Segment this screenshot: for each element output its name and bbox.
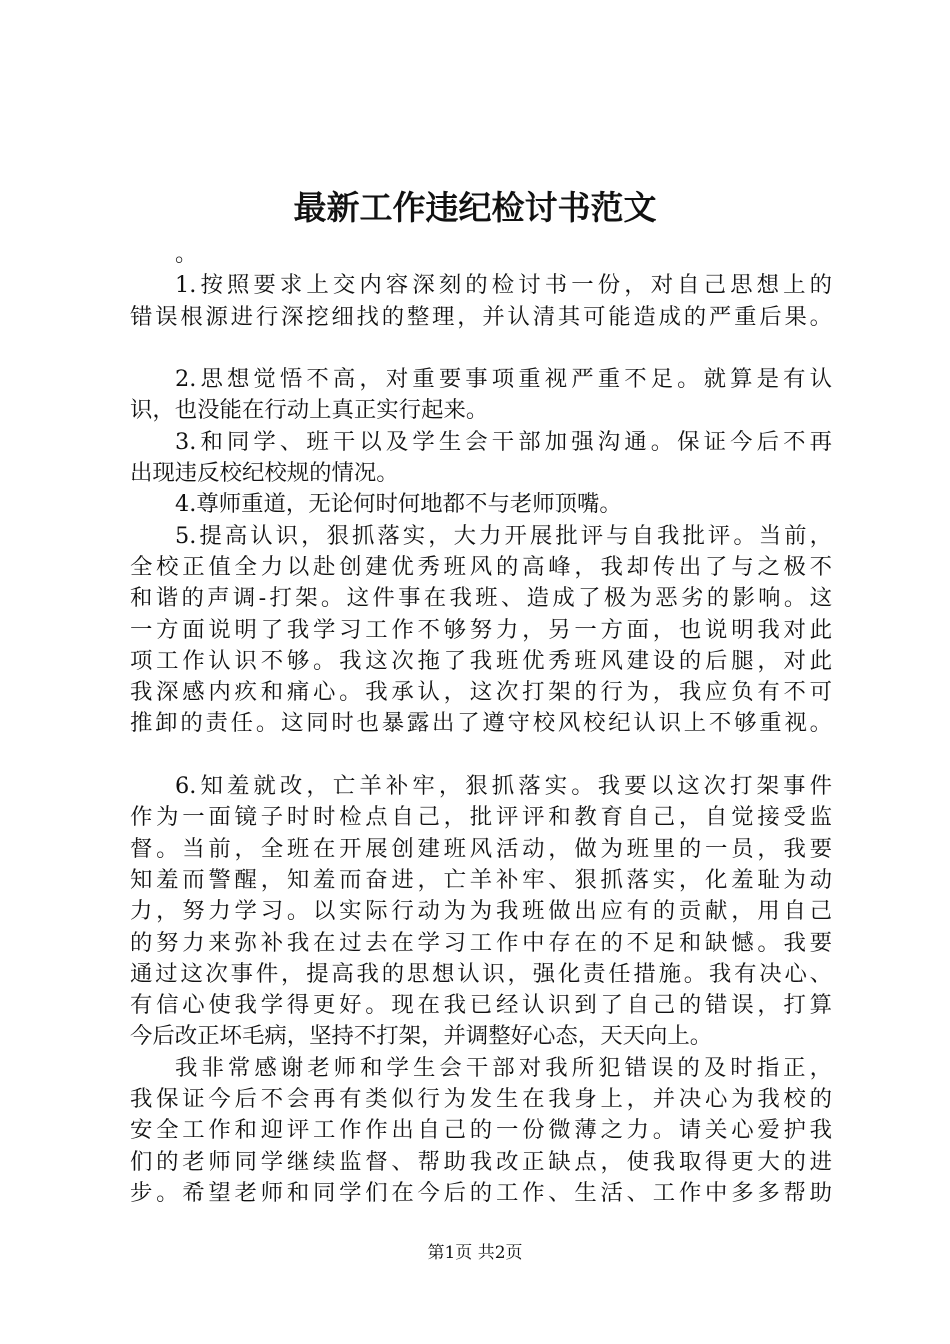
text-line: 错误根源进行深挖细找的整理，并认清其可能造成的严重后果。 (130, 303, 832, 330)
text-line: 的努力来弥补我在过去在学习工作中存在的不足和缺憾。我要 (130, 929, 832, 956)
text-line: 我非常感谢老师和学生会干部对我所犯错误的及时指正， (175, 1054, 832, 1081)
text-line: 们的老师同学继续监督、帮助我改正缺点，使我取得更大的进 (130, 1148, 832, 1175)
text-line: 出现违反校纪校规的情况。 (130, 460, 399, 487)
text-line: 有信心使我学得更好。现在我已经认识到了自己的错误，打算 (130, 992, 832, 1019)
text-line: 3.和同学、班干以及学生会干部加强沟通。保证今后不再 (175, 428, 832, 455)
text-line: 和谐的声调-打架。这件事在我班、造成了极为恶劣的影响。这 (130, 585, 832, 612)
text-line: 6.知羞就改，亡羊补牢，狠抓落实。我要以这次打架事件 (175, 773, 832, 800)
text-line: 力，努力学习。以实际行动为为我班做出应有的贡献，用自己 (130, 898, 832, 925)
text-line: 全校正值全力以赴创建优秀班风的高峰，我却传出了与之极不 (130, 553, 832, 580)
text-line: 推卸的责任。这同时也暴露出了遵守校风校纪认识上不够重视。 (130, 710, 832, 737)
text-line: 4.尊师重道，无论何时何地都不与老师顶嘴。 (175, 491, 622, 518)
text-line: 督。当前，全班在开展创建班风活动，做为班里的一员，我要 (130, 835, 832, 862)
text-line: 5.提高认识，狠抓落实，大力开展批评与自我批评。当前， (175, 522, 832, 549)
text-line: 步。希望老师和同学们在今后的工作、生活、工作中多多帮助 (130, 1179, 832, 1206)
text-line: 2.思想觉悟不高，对重要事项重视严重不足。就算是有认 (175, 366, 832, 393)
text-line: 项工作认识不够。我这次拖了我班优秀班风建设的后腿，对此 (130, 647, 832, 674)
text-line: 识，也没能在行动上真正实行起来。 (130, 397, 489, 424)
text-line: 今后改正坏毛病，坚持不打架，并调整好心态，天天向上。 (130, 1023, 713, 1050)
text-line: 作为一面镜子时时检点自己，批评评和教育自己，自觉接受监 (130, 804, 832, 831)
text-line: 安全工作和迎评工作作出自己的一份微薄之力。请关心爱护我 (130, 1117, 832, 1144)
text-line: 通过这次事件，提高我的思想认识，强化责任措施。我有决心、 (130, 960, 832, 987)
text-line: 我保证今后不会再有类似行为发生在我身上，并决心为我校的 (130, 1086, 832, 1113)
text-line: 1.按照要求上交内容深刻的检讨书一份，对自己思想上的 (175, 272, 832, 299)
document-title: 最新工作违纪检讨书范文 (293, 188, 657, 227)
page-footer: 第1页 共2页 (427, 1243, 523, 1263)
paragraph-gap (130, 333, 832, 364)
text-line: 我深感内疚和痛心。我承认，这次打架的行为，我应负有不可 (130, 679, 832, 706)
text-line: 。 (175, 241, 198, 267)
document-body (130, 239, 832, 1209)
paragraph-gap (130, 740, 832, 771)
text-line: 知羞而警醒，知羞而奋进，亡羊补牢、狠抓落实，化羞耻为动 (130, 866, 832, 893)
text-line: 一方面说明了我学习工作不够努力，另一方面，也说明我对此 (130, 616, 832, 643)
